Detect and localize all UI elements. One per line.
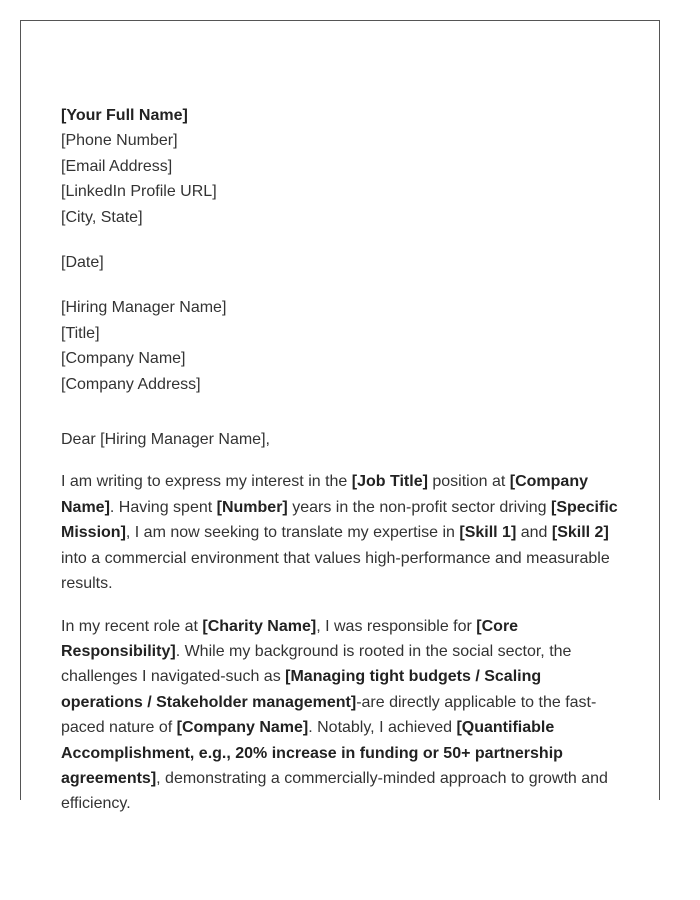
placeholder-company-name: [Company Name] — [176, 719, 309, 737]
paragraph-text: . While my background is rooted in the social sector, the challenges I navigated-such as — [61, 642, 572, 686]
paragraph-text: , demonstrating a commercially-minded approach to growth and efficiency. — [61, 769, 608, 813]
paragraph-text: . Having spent — [109, 498, 217, 516]
placeholder-charity-name: [Charity Name] — [202, 617, 317, 635]
placeholder-accomplishment: [Quantifiable Accomplishment, e.g., 20% increase in funding or 50+ partnership agreements] — [61, 719, 563, 787]
placeholder-core-responsibility: [Core Responsibility] — [61, 617, 519, 660]
recipient-company: [Company Name] — [61, 350, 186, 368]
sender-email: [Email Address] — [61, 157, 173, 175]
sender-linkedin: [LinkedIn Profile URL] — [61, 183, 217, 201]
recipient-address: [Company Address] — [61, 375, 201, 393]
paragraph-text: . Notably, I achieved — [308, 719, 457, 737]
sender-block — [61, 103, 623, 230]
paragraph-text: position at — [427, 473, 510, 491]
recipient-name: [Hiring Manager Name] — [61, 299, 227, 317]
paragraph-text: years in the non-profit sector driving — [287, 498, 551, 516]
sender-full-name: [Your Full Name] — [61, 107, 188, 124]
sender-city-state: [City, State] — [61, 208, 143, 226]
body-paragraph-2 — [61, 614, 623, 817]
sender-phone: [Phone Number] — [61, 132, 178, 150]
paragraph-text: In my recent role at — [61, 617, 203, 635]
document-page — [20, 20, 660, 813]
letter-date: [Date] — [61, 254, 104, 272]
placeholder-job-title: [Job Title] — [351, 473, 428, 491]
placeholder-specific-mission: [Specific Mission] — [61, 498, 618, 542]
recipient-block — [61, 295, 623, 397]
salutation: Dear [Hiring Manager Name], — [61, 431, 270, 449]
date-block — [61, 250, 623, 275]
placeholder-skill-2: [Skill 2] — [551, 524, 609, 542]
placeholder-challenges: [Managing tight budgets / Scaling operations / Stakeholder management] — [61, 668, 542, 711]
paragraph-text: and — [516, 524, 552, 542]
paragraph-text: , I am now seeking to translate my expertise in — [125, 524, 460, 542]
paragraph-text: I am writing to express my interest in the — [61, 473, 352, 491]
cover-letter-body — [61, 103, 623, 817]
placeholder-company-name: [Company Name] — [61, 473, 588, 516]
body-paragraph-1 — [61, 469, 623, 596]
paragraph-text: -are directly applicable to the fast-paced nature of — [61, 693, 597, 737]
paragraph-text: into a commercial environment that values high-performance and measurable results. — [61, 549, 610, 593]
placeholder-number: [Number] — [216, 498, 288, 516]
recipient-title: [Title] — [61, 324, 100, 342]
paragraph-text: , I was responsible for — [316, 617, 477, 635]
placeholder-skill-1: [Skill 1] — [459, 524, 517, 542]
